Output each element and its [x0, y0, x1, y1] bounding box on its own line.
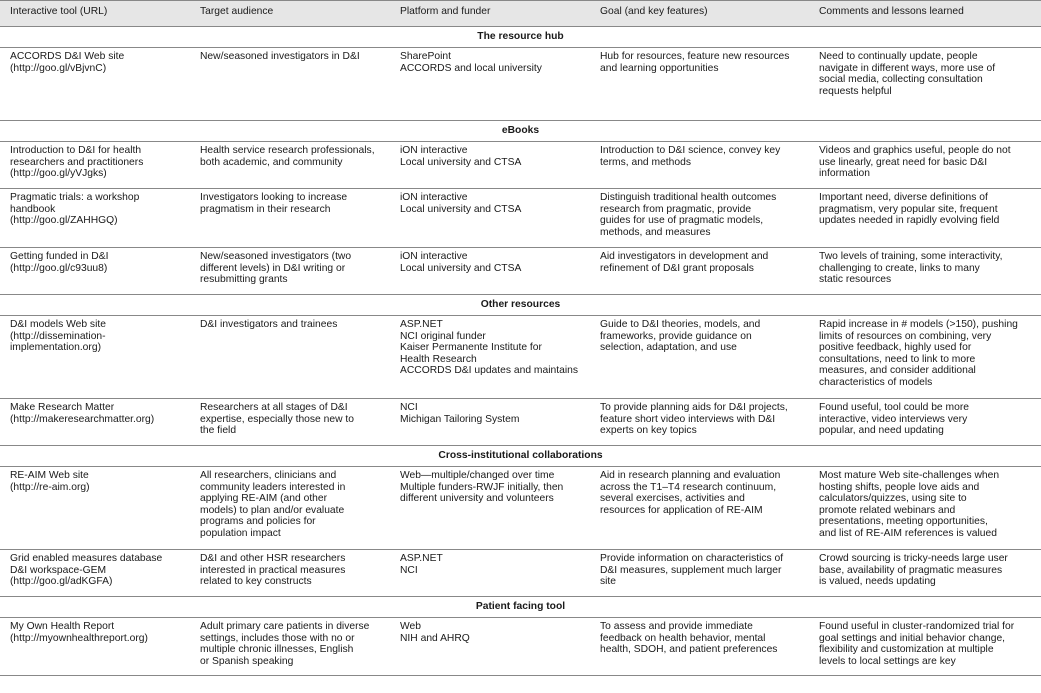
cell-comments: Videos and graphics useful, people do not use linearly, great need for basic D&I information: [809, 142, 1041, 189]
cell-tool: D&I models Web site (http://dissemination- implementation.org): [0, 316, 190, 399]
cell-audience: New/seasoned investigators (two different levels) in D&I writing or resubmitting grants: [190, 248, 390, 295]
cell-comments: Two levels of training, some interactivity, challenging to create, links to many static resources: [809, 248, 1041, 295]
cell-goal: Aid in research planning and evaluation across the T1–T4 research continuum, several exercises, activities and resources for application of RE-AIM: [590, 467, 809, 550]
section-title: The resource hub: [0, 27, 1041, 48]
header-comments: Comments and lessons learned: [809, 1, 1041, 27]
header-goal: Goal (and key features): [590, 1, 809, 27]
cell-platform: NCI Michigan Tailoring System: [390, 399, 590, 446]
cell-audience: All researchers, clinicians and community leaders interested in applying RE-AIM (and other models) to plan and/or evaluate programs and policies for population impact: [190, 467, 390, 550]
section-header: [0, 446, 1041, 467]
cell-tool: Pragmatic trials: a workshop handbook (http://goo.gl/ZAHHGQ): [0, 189, 190, 248]
cell-goal: Provide information on characteristics of D&I measures, supplement much larger site: [590, 550, 809, 597]
cell-goal: Distinguish traditional health outcomes research from pragmatic, provide guides for use of pragmatic models, methods, and measures: [590, 189, 809, 248]
cell-comments: Rapid increase in # models (>150), pushing limits of resources on combining, very positive feedback, highly used for consultations, need to link to more measures, and consider additional characteristics of models: [809, 316, 1041, 399]
cell-audience: D&I and other HSR researchers interested in practical measures related to key constructs: [190, 550, 390, 597]
cell-platform: iON interactive Local university and CTSA: [390, 189, 590, 248]
section-header: [0, 27, 1041, 48]
section-title: eBooks: [0, 121, 1041, 142]
table-row: [0, 316, 1041, 399]
cell-goal: Aid investigators in development and refinement of D&I grant proposals: [590, 248, 809, 295]
cell-comments: Most mature Web site-challenges when hosting shifts, people love aids and calculators/quizzes, using site to promote related webinars and presentations, meeting opportunities, and list of RE-AIM references is valued: [809, 467, 1041, 550]
table-row: [0, 467, 1041, 550]
cell-comments: Crowd sourcing is tricky-needs large user base, availability of pragmatic measures is valued, needs updating: [809, 550, 1041, 597]
cell-platform: Web NIH and AHRQ: [390, 618, 590, 676]
section-title: Other resources: [0, 295, 1041, 316]
cell-comments: Need to continually update, people navigate in different ways, more use of social media, collecting consultation requests helpful: [809, 48, 1041, 121]
table-row: [0, 399, 1041, 446]
cell-comments: Found useful in cluster-randomized trial for goal settings and initial behavior change, flexibility and customization at multiple levels to local settings are key: [809, 618, 1041, 676]
cell-goal: Guide to D&I theories, models, and frameworks, provide guidance on selection, adaptation, and use: [590, 316, 809, 399]
cell-platform: ASP.NET NCI original funder Kaiser Permanente Institute for Health Research ACCORDS D&I updates and maintains: [390, 316, 590, 399]
cell-audience: D&I investigators and trainees: [190, 316, 390, 399]
section-header: [0, 121, 1041, 142]
cell-goal: To provide planning aids for D&I projects, feature short video interviews with D&I experts on key topics: [590, 399, 809, 446]
cell-tool: My Own Health Report (http://myownhealthreport.org): [0, 618, 190, 676]
cell-platform: Web—multiple/changed over time Multiple funders-RWJF initially, then different university and volunteers: [390, 467, 590, 550]
table-row: [0, 618, 1041, 676]
cell-tool: ACCORDS D&I Web site (http://goo.gl/vBjvnC): [0, 48, 190, 121]
header-platform: Platform and funder: [390, 1, 590, 27]
cell-audience: Adult primary care patients in diverse settings, includes those with no or multiple chronic illnesses, English or Spanish speaking: [190, 618, 390, 676]
cell-platform: iON interactive Local university and CTSA: [390, 142, 590, 189]
cell-platform: iON interactive Local university and CTSA: [390, 248, 590, 295]
cell-tool: Introduction to D&I for health researchers and practitioners (http://goo.gl/yVJgks): [0, 142, 190, 189]
cell-comments: Important need, diverse definitions of pragmatism, very popular site, frequent updates needed in rapidly evolving field: [809, 189, 1041, 248]
header-audience: Target audience: [190, 1, 390, 27]
cell-goal: Introduction to D&I science, convey key terms, and methods: [590, 142, 809, 189]
header-tool: Interactive tool (URL): [0, 1, 190, 27]
cell-audience: Health service research professionals, both academic, and community: [190, 142, 390, 189]
cell-tool: RE-AIM Web site (http://re-aim.org): [0, 467, 190, 550]
cell-goal: Hub for resources, feature new resources and learning opportunities: [590, 48, 809, 121]
section-title: Patient facing tool: [0, 597, 1041, 618]
cell-comments: Found useful, tool could be more interactive, video interviews very popular, and need updating: [809, 399, 1041, 446]
header-row: [0, 1, 1041, 27]
table-row: [0, 48, 1041, 121]
cell-platform: ASP.NET NCI: [390, 550, 590, 597]
section-header: [0, 295, 1041, 316]
cell-audience: New/seasoned investigators in D&I: [190, 48, 390, 121]
table-row: [0, 142, 1041, 189]
cell-tool: Make Research Matter (http://makeresearchmatter.org): [0, 399, 190, 446]
cell-goal: To assess and provide immediate feedback on health behavior, mental health, SDOH, and patient preferences: [590, 618, 809, 676]
cell-tool: Grid enabled measures database D&I workspace-GEM (http://goo.gl/adKGFA): [0, 550, 190, 597]
cell-audience: Researchers at all stages of D&I expertise, especially those new to the field: [190, 399, 390, 446]
cell-tool: Getting funded in D&I (http://goo.gl/c93uu8): [0, 248, 190, 295]
section-header: [0, 597, 1041, 618]
section-title: Cross-institutional collaborations: [0, 446, 1041, 467]
cell-audience: Investigators looking to increase pragmatism in their research: [190, 189, 390, 248]
table-row: [0, 248, 1041, 295]
cell-platform: SharePoint ACCORDS and local university: [390, 48, 590, 121]
table-row: [0, 189, 1041, 248]
table-row: [0, 550, 1041, 597]
